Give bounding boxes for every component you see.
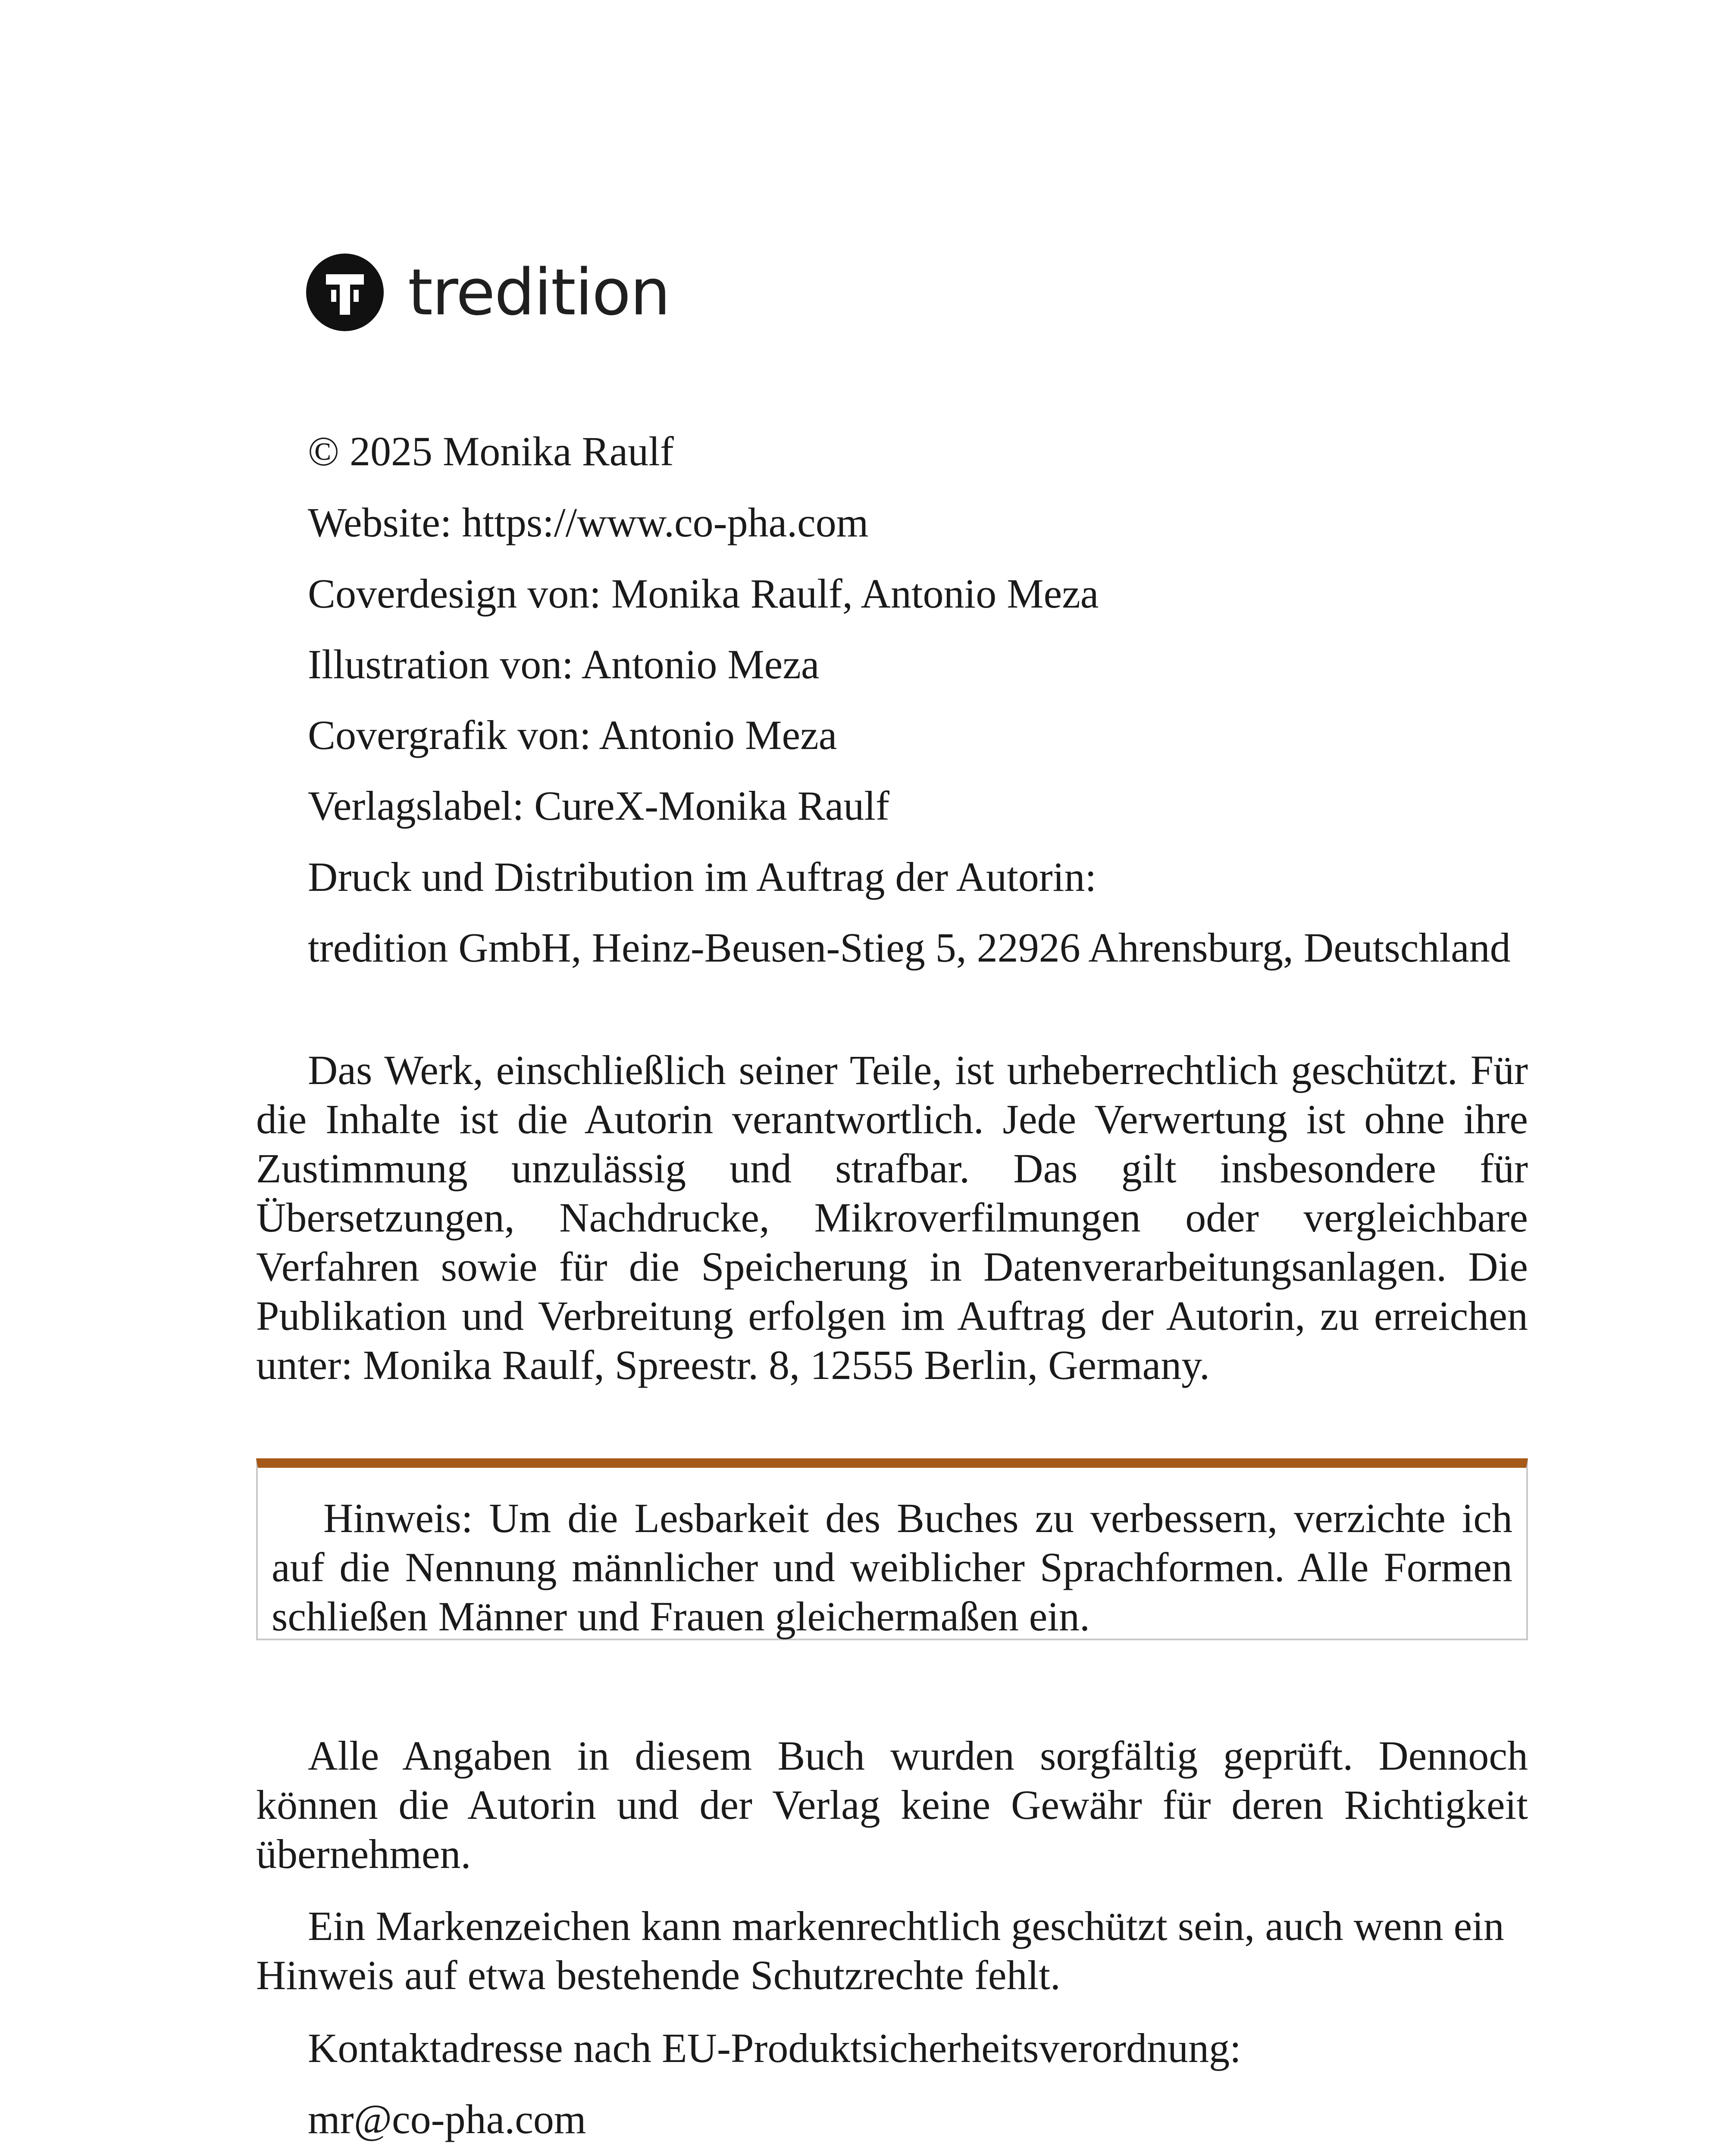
notice-box	[256, 1458, 1528, 1640]
copyright-line: © 2025 Monika Raulf	[308, 428, 674, 474]
tredition-logo-icon	[306, 254, 384, 331]
label-line: Verlagslabel: CureX-Monika Raulf	[308, 783, 889, 829]
address-paragraph: tredition GmbH, Heinz-Beusen-Stieg 5, 22926 Ahrensburg, Deutschland	[308, 924, 1511, 971]
illustration-line: Illustration von: Antonio Meza	[308, 641, 820, 687]
print-distribution-line: Druck und Distribution im Auftrag der Autorin:	[308, 854, 1097, 900]
cover-graphic-line: Covergrafik von: Antonio Meza	[308, 712, 837, 758]
website-line: Website: https://www.co-pha.com	[308, 499, 869, 545]
rights-paragraph: Das Werk, einschließlich seiner Teile, ist urheberrechtlich geschützt. Für die Inhalte ist die Autorin verantwortlich. Jede Verwertung ist ohne ihre Zustimmung unzulässig und strafbar. Das gilt insbesondere für Übersetzungen, Nachdrucke, Mikroverfilmungen oder vergleichbare Verfahren sowie für die Speicherung in Datenverarbeitungsanlagen. Die Publikation und Verbreitung erfolgen im Auftrag der Autorin, zu erreichen unter: Monika Raulf, Spreestr. 8, 12555 Berlin, Germany.	[256, 1047, 1528, 1388]
cover-design-line: Coverdesign von: Monika Raulf, Antonio Meza	[308, 570, 1099, 617]
contact-email: mr@co-pha.com	[308, 2096, 586, 2142]
accuracy-paragraph: Alle Angaben in diesem Buch wurden sorgfältig geprüft. Dennoch können die Autorin und der Verlag keine Gewähr für deren Richtigkeit übernehmen.	[256, 1733, 1528, 1877]
notice-text: Hinweis: Um die Lesbarkeit des Buches zu verbessern, verzichte ich auf die Nennung männlicher und weiblicher Sprachformen. Alle Formen schließen Männer und Frauen gleichermaßen ein.	[272, 1495, 1512, 1639]
trademark-paragraph: Ein Markenzeichen kann markenrechtlich geschützt sein, auch wenn ein Hinweis auf etwa bestehende Schutzrechte fehlt.	[256, 1903, 1504, 1998]
publisher-logo	[306, 254, 670, 331]
contact-label: Kontaktadresse nach EU-Produktsicherheitsverordnung:	[308, 2025, 1241, 2071]
publisher-name: tredition	[408, 255, 670, 329]
